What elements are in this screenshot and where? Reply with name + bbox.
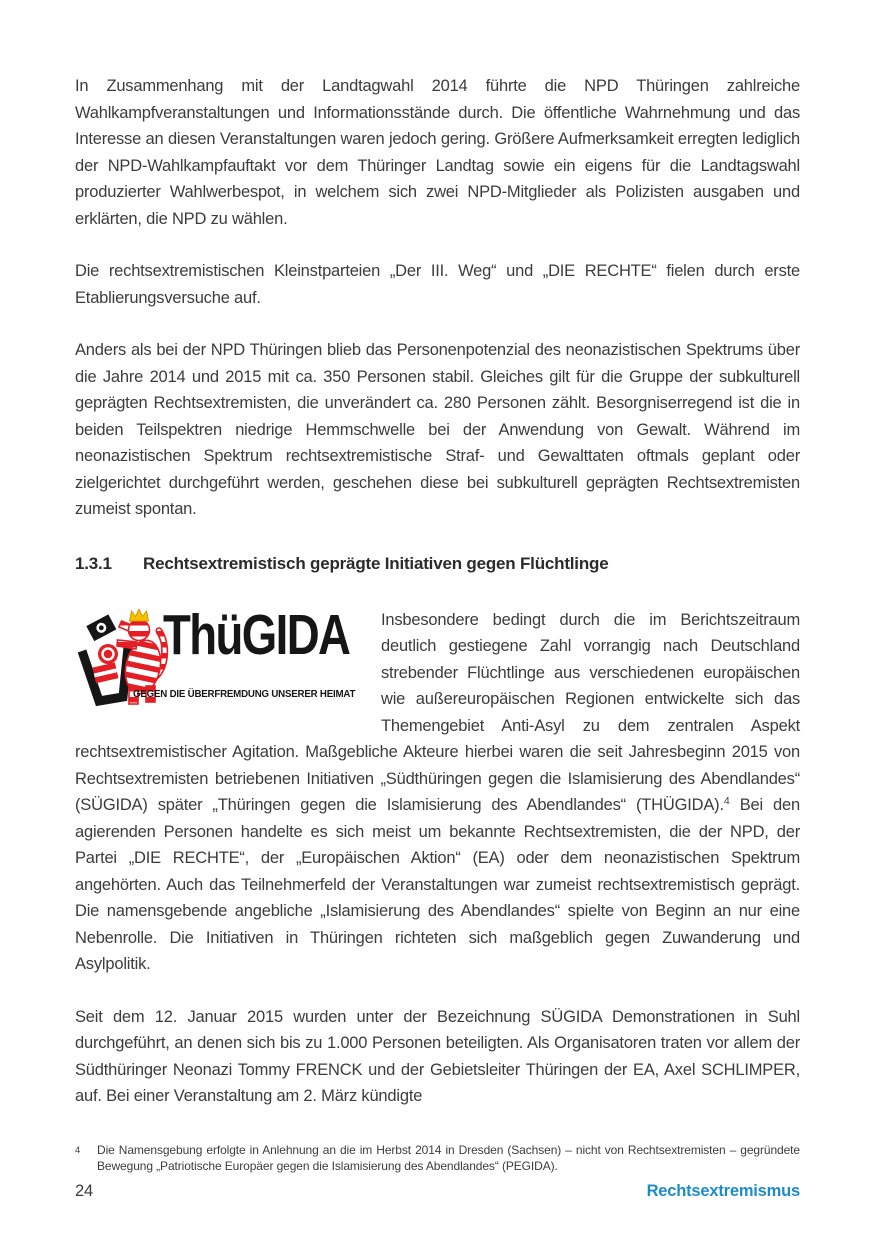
paragraph-suegida-demos: Seit dem 12. Januar 2015 wurden unter der Bezeichnung SÜGIDA Demonstrationen in Suhl durchgeführt, an denen sich bis zu 1.000 Personen beteiligten. Als Organisatoren traten vor allem der Südthüringer Neonazi Tommy FRENCK und der Gebietsleiter Thüringen der EA, Axel SCHLIMPER, auf. Bei einer Veranstaltung am 2. März kündigte bbox=[75, 1007, 800, 1105]
chapter-label: Rechtsextremismus bbox=[646, 1182, 800, 1200]
footnote-reference: 4 bbox=[723, 795, 730, 807]
thuegida-logo bbox=[75, 602, 367, 711]
paragraph-personenpotenzial: Anders als bei der NPD Thüringen blieb das Personenpotenzial des neonazistischen Spektrums über die Jahre 2014 und 2015 mit ca. 350 Personen stabil. Gleiches gilt für die Gruppe der subkulturell geprägten Rechtsextremisten, die unverändert ca. 280 Personen zählt. Besorgniserregend ist die in beiden Teilspektren niedrige Hemmschwelle bei der Anwendung von Gewalt. Während im neonazistischen Spektrum rechtsextremistische Straf- und Gewalttaten oftmals geplant oder zielgerichtet durchgeführt werden, geschehen diese bei subkulturell geprägten Rechtsextremisten zumeist spontan. bbox=[75, 341, 800, 518]
page-footer bbox=[75, 1182, 800, 1201]
section-number: 1.3.1 bbox=[75, 553, 112, 573]
logo-tagline: GEGEN DIE ÜBERFREMDUNG UNSERER HEIMAT bbox=[133, 689, 356, 700]
section-heading bbox=[75, 551, 800, 577]
discarded-black-flag-icon bbox=[86, 614, 116, 641]
discarded-red-emblem-icon bbox=[98, 644, 118, 664]
discarded-red-flag-icon bbox=[92, 662, 118, 683]
page-number: 24 bbox=[75, 1182, 93, 1200]
paragraph-text-after-footnote-ref: Bei den agierenden Personen handelte es sich meist um bekannte Rechtsextremisten, die der NPD, der Partei „DIE RECHTE“, der „Europäischen Aktion“ (EA) oder dem neonazistischen Spektrum angehörten. Auch das Teilnehmerfeld der Veranstaltungen war zumeist rechtsextremistisch geprägt. Die namensgebende angebliche „Islamisierung des Abendlandes“ spielte von Beginn an nur eine Nebenrolle. Die Initiativen in Thüringen richteten sich maßgeblich gegen Zuwanderung und Asylpolitik. bbox=[75, 796, 800, 973]
footnote-marker: 4 bbox=[75, 1144, 81, 1156]
footnote bbox=[75, 1142, 800, 1175]
section-title: Rechtsextremistisch geprägte Initiativen gegen Flüchtlinge bbox=[143, 553, 609, 573]
paragraph-text-before-footnote-ref: Insbesondere bedingt durch die im Berichtszeitraum deutlich gestiegene Zahl vorrangig nach Deutschland strebender Flüchtlinge aus verschiedenen europäischen wie außereuropäischen Regionen entwickelte sich das Themengebiet Anti-Asyl zu dem zentralen Aspekt rechtsextremistischer Agitation. Maßgebliche Akteure hierbei waren die seit Jahresbeginn 2015 von Rechtsextremisten betriebenen Initiativen „Südthüringen gegen die Islamisierung des Abendlandes“ (SÜGIDA) später „Thüringen gegen die Islamisierung des Abendlandes“ (THÜGIDA). bbox=[75, 610, 800, 814]
paragraph-npd-wahlkampf: In Zusammenhang mit der Landtagwahl 2014 führte die NPD Thüringen zahlreiche Wahlkampfveranstaltungen und Informationsstände durch. Die öffentliche Wahrnehmung und das Interesse an diesen Veranstaltungen waren jedoch gering. Größere Aufmerksamkeit erregten lediglich der NPD-Wahlkampfauftakt vor dem Thüringer Landtag sowie ein eigens für die Landtagswahl produzierter Wahlwerbespot, in welchem sich zwei NPD-Mitglieder als Polizisten ausgaben und erklärten, die NPD zu wählen. bbox=[75, 77, 800, 228]
paragraph-anti-asyl bbox=[75, 602, 800, 978]
logo-wordmark: ThüGIDA bbox=[163, 602, 350, 667]
footnote-text: Die Namensgebung erfolgte in Anlehnung an die im Herbst 2014 in Dresden (Sachsen) – nicht von Rechtsextremisten – gegründete Bewegung „Patriotische Europäer gegen die Islamisierung des Abendlandes“ (PEGIDA). bbox=[97, 1142, 800, 1173]
paragraph-kleinstparteien: Die rechtsextremistischen Kleinstparteien „Der III. Weg“ und „DIE RECHTE“ fielen durch erste Etablierungsversuche auf. bbox=[75, 262, 800, 307]
crown-icon bbox=[130, 609, 149, 621]
